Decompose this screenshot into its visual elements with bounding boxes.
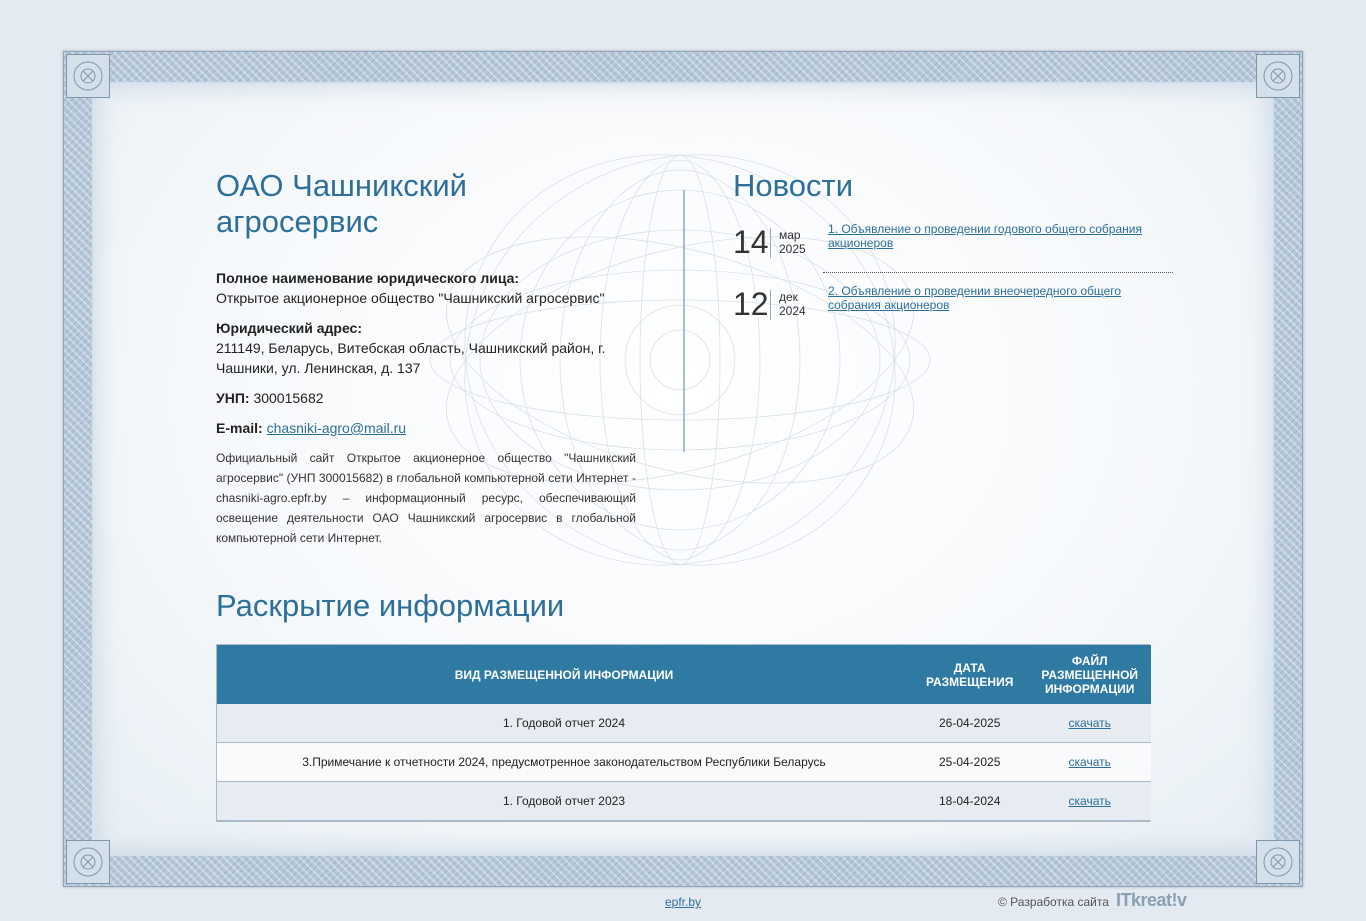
corner-ornament-icon	[66, 840, 110, 884]
news-item	[733, 222, 1173, 284]
site-description: Официальный сайт Открытое акционерное общество "Чашникский агросервис" (УНП 300015682) в глобальной компьютерной сети Интернет - chasniki-agro.epfr.by – информационный ресурс, обеспечивающий освещение деятельности ОАО Чашникский агросервис в глобальной компьютерной сети Интернет.	[216, 451, 636, 545]
row-file	[1028, 782, 1151, 821]
table-row	[217, 743, 1151, 782]
company-info	[216, 168, 636, 548]
news-month-year: дек 2024	[779, 290, 806, 318]
unp-value: 300015682	[253, 390, 324, 406]
table-row	[217, 782, 1151, 821]
download-link[interactable]: скачать	[1068, 794, 1111, 808]
full-name-value: Открытое акционерное общество "Чашникский агросервис"	[216, 290, 605, 306]
download-link[interactable]: скачать	[1068, 755, 1111, 769]
row-type: 1. Годовой отчет 2024	[217, 704, 911, 743]
row-file	[1028, 704, 1151, 743]
developer-logo[interactable]: ITkreat!v	[1116, 890, 1187, 910]
news-section	[733, 168, 1173, 346]
row-date: 25-04-2025	[911, 743, 1028, 782]
row-date: 26-04-2025	[911, 704, 1028, 743]
unp-field	[216, 388, 636, 408]
table-header-row	[217, 645, 1151, 704]
news-item	[733, 284, 1173, 346]
news-link[interactable]: 1. Объявление о проведении годового общего собрания акционеров	[828, 222, 1142, 250]
news-month-year: мар 2025	[779, 228, 806, 256]
address-field	[216, 318, 636, 378]
corner-ornament-icon	[1256, 54, 1300, 98]
news-date-separator	[770, 290, 771, 320]
disclosure-table-wrapper	[216, 644, 1150, 822]
table-row	[217, 704, 1151, 743]
unp-label: УНП:	[216, 390, 250, 406]
row-file	[1028, 743, 1151, 782]
footer-developer-text: © Разработка сайта	[998, 895, 1109, 909]
footer-site-link[interactable]: epfr.by	[665, 895, 702, 909]
news-title: Новости	[733, 168, 854, 203]
news-separator	[823, 272, 1173, 273]
disclosure-section	[216, 588, 1150, 822]
email-field	[216, 418, 636, 438]
column-header-date: ДАТА РАЗМЕЩЕНИЯ	[911, 645, 1028, 704]
news-link[interactable]: 2. Объявление о проведении внеочередного общего собрания акционеров	[828, 284, 1122, 312]
corner-ornament-icon	[1256, 840, 1300, 884]
column-header-file: ФАЙЛ РАЗМЕЩЕННОЙ ИНФОРМАЦИИ	[1028, 645, 1151, 704]
news-day: 14	[733, 224, 769, 260]
column-header-type: ВИД РАЗМЕЩЕННОЙ ИНФОРМАЦИИ	[217, 645, 911, 704]
row-date: 18-04-2024	[911, 782, 1028, 821]
news-day: 12	[733, 286, 769, 322]
full-name-label: Полное наименование юридического лица:	[216, 270, 520, 286]
corner-ornament-icon	[66, 54, 110, 98]
row-type: 3.Примечание к отчетности 2024, предусмотренное законодательством Республики Беларусь	[217, 743, 911, 782]
address-label: Юридический адрес:	[216, 320, 362, 336]
company-title: ОАО Чашникский агросервис	[216, 168, 467, 239]
disclosure-table	[217, 645, 1151, 821]
news-date-separator	[770, 228, 771, 258]
email-label: E-mail:	[216, 420, 263, 436]
download-link[interactable]: скачать	[1068, 716, 1111, 730]
row-type: 1. Годовой отчет 2023	[217, 782, 911, 821]
full-name-field	[216, 268, 636, 308]
email-link[interactable]: chasniki-agro@mail.ru	[266, 420, 407, 436]
disclosure-title: Раскрытие информации	[216, 588, 565, 623]
divider-line	[683, 190, 685, 452]
address-value: 211149, Беларусь, Витебская область, Чашникский район, г. Чашники, ул. Ленинская, д. 137	[216, 340, 606, 376]
